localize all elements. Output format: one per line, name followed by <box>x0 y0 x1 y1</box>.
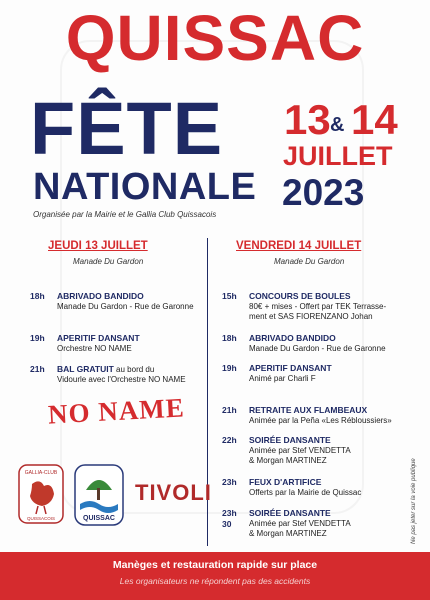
footer-line1: Manèges et restauration rapide sur place <box>112 559 318 571</box>
event-desc: Animée par Stef VENDETTA <box>249 519 351 528</box>
date-month: JUILLET <box>283 141 393 171</box>
day2-event <box>222 477 412 498</box>
side-note: Ne pas jeter sur la voie publique <box>411 458 417 544</box>
event-name: SOIRÉE DANSANTE <box>249 435 331 445</box>
gallia-logo-bottom-text: QUISSACOIS <box>26 516 56 521</box>
day1-event <box>30 333 205 354</box>
event-time-hour: 23h <box>222 508 237 518</box>
tivoli-logo: TIVOLI <box>135 480 212 505</box>
fete-title: FÊTE <box>30 87 224 170</box>
event-desc: Orchestre NO NAME <box>57 344 132 353</box>
gallia-logo-top-text: GALLIA-CLUB <box>24 470 58 476</box>
day1-title: JEUDI 13 JUILLET <box>48 240 148 252</box>
event-name: RETRAITE AUX FLAMBEAUX <box>249 405 368 415</box>
event-desc: Manade Du Gardon - Rue de Garonne <box>57 302 194 311</box>
day1-event <box>30 364 208 385</box>
no-name-stamp: NO NAME <box>47 392 186 430</box>
day2-event <box>222 435 412 466</box>
day2-title: VENDREDI 14 JUILLET <box>236 240 362 252</box>
event-time <box>222 508 237 529</box>
day1-subtitle: Manade Du Gardon <box>73 257 144 266</box>
event-desc: Vidourle avec l'Orchestre NO NAME <box>57 375 186 384</box>
date-ampersand: & <box>330 114 345 136</box>
day2-event <box>222 291 412 322</box>
event-name: CONCOURS DE BOULES <box>249 291 351 301</box>
event-time: 18h <box>222 333 237 343</box>
event-name: BAL GRATUIT <box>57 364 114 374</box>
event-desc: 80€ + mises - Offert par TEK Terrasse- <box>249 302 387 311</box>
event-name: APERITIF DANSANT <box>57 333 140 343</box>
event-desc: Animée par Stef VENDETTA <box>249 446 351 455</box>
event-time: 15h <box>222 291 237 301</box>
event-desc: Animé par Charli F <box>249 374 316 383</box>
event-desc: Offerts par la Mairie de Quissac <box>249 488 362 497</box>
day2-event <box>222 363 412 384</box>
event-name-rest: au bord du <box>113 365 155 374</box>
event-desc: & Morgan MARTINEZ <box>249 456 327 465</box>
day2-event <box>222 333 412 354</box>
event-desc: ment et SAS FIORENZANO Johan <box>249 312 373 321</box>
event-name: FEUX D'ARTIFICE <box>249 477 322 487</box>
footer-line2: Les organisateurs ne répondent pas des accidents <box>119 576 311 586</box>
event-time: 19h <box>222 363 237 373</box>
event-time: 21h <box>222 405 237 415</box>
event-name: ABRIVADO BANDIDO <box>249 333 336 343</box>
town-title: QUISSAC <box>65 2 365 74</box>
date-end: 14 <box>351 96 398 143</box>
event-name: APERITIF DANSANT <box>249 363 332 373</box>
event-desc: & Morgan MARTINEZ <box>249 529 327 538</box>
quissac-logo <box>74 464 124 526</box>
day2-event <box>222 405 412 426</box>
footer-banner <box>0 552 430 600</box>
nationale-title: NATIONALE <box>33 166 257 208</box>
event-time: 18h <box>30 291 45 301</box>
day1-event <box>30 291 205 312</box>
date-year: 2023 <box>282 172 365 213</box>
quissac-logo-text: QUISSAC <box>83 515 115 522</box>
day2-event <box>222 508 412 539</box>
event-name: ABRIVADO BANDIDO <box>57 291 144 301</box>
event-time: 19h <box>30 333 45 343</box>
event-desc: Manade Du Gardon - Rue de Garonne <box>249 344 386 353</box>
gallia-club-logo <box>18 464 64 524</box>
event-time: 22h <box>222 435 237 445</box>
organiser-line: Organisée par la Mairie et le Gallia Club Quissacois <box>33 210 217 219</box>
event-time: 21h <box>30 364 45 374</box>
event-time-minutes: 30 <box>222 518 232 529</box>
day2-subtitle: Manade Du Gardon <box>274 257 345 266</box>
date-start: 13 <box>284 96 331 143</box>
event-name: SOIRÉE DANSANTE <box>249 508 331 518</box>
event-time: 23h <box>222 477 237 487</box>
event-desc: Animée par la Peña «Les Rébloussiers» <box>249 416 392 425</box>
